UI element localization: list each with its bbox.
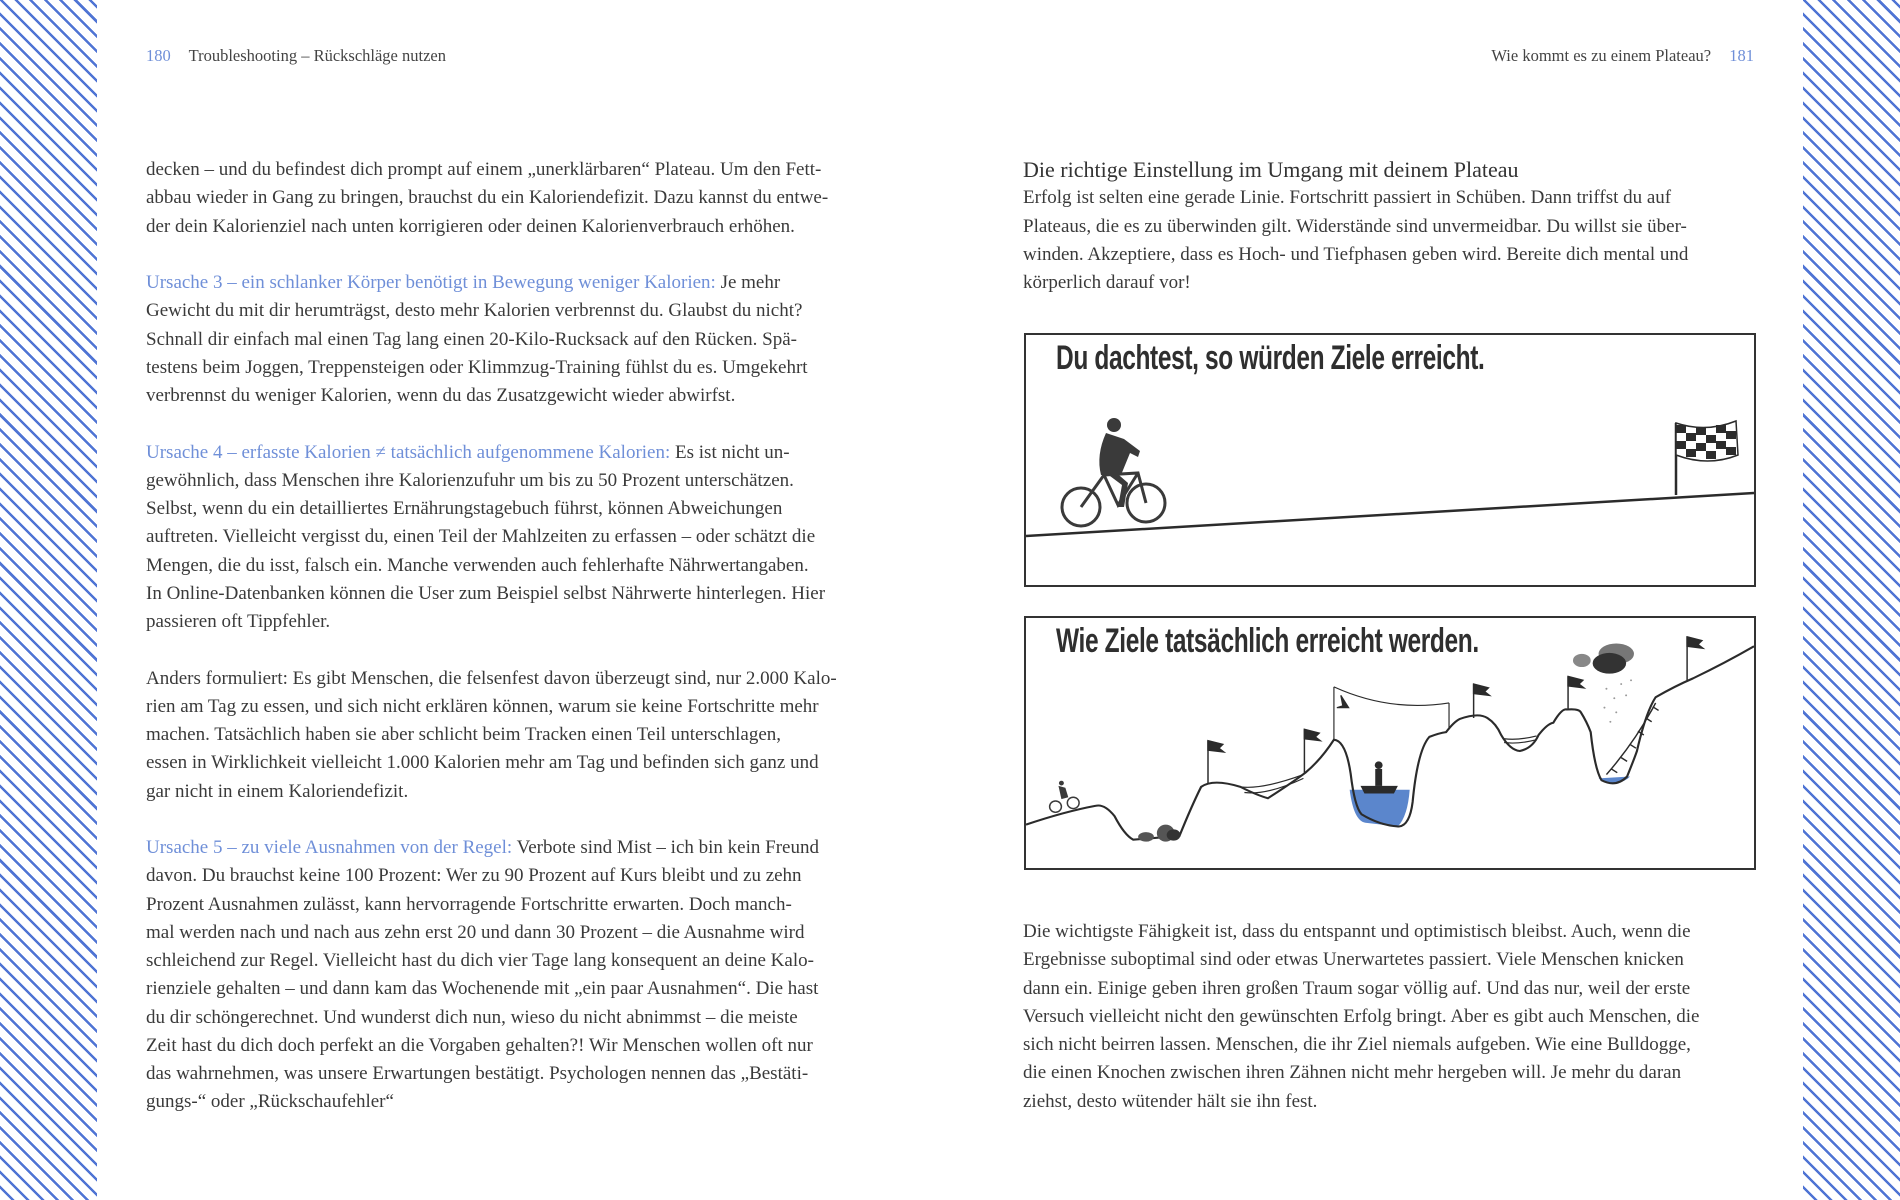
text-line: schleichend zur Regel. Vielleicht hast du dich vier Tage lang konsequent an deine Kalo- (146, 950, 814, 971)
text-line: Ergebnisse suboptimal sind oder etwas Unerwartetes passiert. Viele Menschen knicken (1023, 949, 1684, 971)
zipline (1334, 687, 1449, 740)
text-line: gar nicht in einem Kaloriendefizit. (146, 780, 409, 802)
figure-2-title: Wie Ziele tatsächlich erreicht werden. (1056, 622, 1479, 660)
paragraph-lead-in: Ursache 4 – erfasste Kalorien ≠ tatsächlich aufgenommene Kalorien: (146, 441, 671, 463)
intro-paragraph (1023, 184, 1758, 297)
text-line: sich nicht beirren lassen. Menschen, die ihr Ziel niemals aufgeben. Wie eine Bulldogge, (1023, 1034, 1691, 1055)
text-line: verbrennst du weniger Kalorien, wenn du das Zusatzgewicht wieder abwirfst. (146, 385, 736, 406)
text-line: Gewicht du mit dir herumträgst, desto mehr Kalorien verbrennst du. Glaubst du nicht? (146, 300, 803, 322)
text-line: du dir schöngerechnet. Und wunderst dich nun, wieso du nicht abnimmst – die meiste (146, 1006, 798, 1028)
text-line: Erfolg ist selten eine gerade Linie. Fortschritt passiert in Schüben. Dann triffst du auf (1023, 187, 1672, 209)
text-line: Schnall dir einfach mal einen Tag lang einen 20-Kilo-Rucksack auf den Rücken. Spä- (146, 328, 797, 350)
text-line: rienziele gehalten – und dann kam das Wochenende mit „ein paar Ausnahmen“. Die hast (146, 978, 819, 1000)
section-title: Wie kommt es zu einem Plateau? (1491, 46, 1712, 65)
figure-expected-path (1024, 333, 1756, 587)
text-line: Anders formuliert: Es gibt Menschen, die felsenfest davon überzeugt sind, nur 2.000 Kalo- (146, 667, 837, 689)
paragraph (146, 439, 881, 637)
text-line: testens beim Joggen, Treppensteigen oder Klimmzug-Training fühlst du es. Umgekehrt (146, 356, 808, 378)
paragraph (146, 269, 881, 410)
text-line: Versuch vielleicht nicht den gewünschten Erfolg bringt. Aber es gibt auch Menschen, die (1023, 1005, 1700, 1027)
text-line: Die wichtigste Fähigkeit ist, dass du entspannt und optimistisch bleibst. Auch, wenn die (1023, 921, 1691, 942)
text-line: mal werden nach und nach aus zehn erst 20 und dann 30 Prozent – die Ausnahme wird (146, 921, 805, 943)
text-line: passieren oft Tippfehler. (146, 611, 331, 632)
cyclist-icon (1050, 781, 1080, 813)
text-line: Ursache 5 – zu viele Ausnahmen von der Regel: Verbote sind Mist – ich bin kein Freund (146, 837, 819, 858)
boat-icon (1360, 761, 1397, 793)
figure-1-title: Du dachtest, so würden Ziele erreicht. (1056, 339, 1485, 377)
text-line: Prozent Ausnahmen zulässt, kann hervorragende Fortschritte erwarten. Doch manch- (146, 893, 792, 915)
text-line: Selbst, wenn du ein detailliertes Ernährungstagebuch führst, können Abweichungen (146, 498, 783, 519)
text-line: körperlich darauf vor! (1023, 272, 1191, 293)
text-line: machen. Tatsächlich haben sie aber schlicht beim Tracken einen Teil unterschlagen, (146, 724, 782, 745)
text-line: das wahrnehmen, was unsere Erwartungen bestätigt. Psychologen nennen das „Bestäti- (146, 1063, 809, 1084)
chapter-title: Troubleshooting – Rückschläge nutzen (188, 46, 446, 65)
text-line: winden. Akzeptiere, dass es Hoch- und Tiefphasen geben wird. Bereite dich mental und (1023, 243, 1689, 265)
text-line: Mengen, die du isst, falsch ein. Manche verwenden auch fehlerhafte Nährwertangaben. (146, 554, 809, 576)
text-line: decken – und du befindest dich prompt auf einem „unerklärbaren“ Plateau. Um den Fett- (146, 159, 822, 180)
page-number-left: 180 (146, 46, 171, 65)
section-heading: Die richtige Einstellung im Umgang mit deinem Plateau (1023, 157, 1519, 182)
text-line: abbau wieder in Gang zu bringen, brauchst du ein Kaloriendefizit. Dazu kannst du entwe- (146, 187, 829, 209)
text-line: Zeit hast du dich doch perfekt an die Vorgaben gehalten?! Wir Menschen wollen oft nur (146, 1034, 813, 1056)
text-line: essen in Wirklichkeit vielleicht 1.000 Kalorien mehr am Tag und befinden sich ganz und (146, 752, 819, 774)
bridge-icons (1240, 736, 1536, 793)
checkered-flag-icon (1676, 421, 1738, 495)
text-line: davon. Du brauchst keine 100 Prozent: Wer zu 90 Prozent auf Kurs bleibt und zu zehn (146, 865, 802, 887)
text-line: Plateaus, die es zu überwinden gilt. Widerstände sind unvermeidbar. Du willst sie über- (1023, 215, 1687, 237)
paragraph (146, 156, 881, 241)
running-header-right (1491, 46, 1754, 66)
text-line: rien am Tag zu essen, und sich nicht erklären können, warum sie keine Fortschritte mehr (146, 695, 819, 717)
rain-cloud-icon (1573, 643, 1634, 722)
closing-paragraph (1023, 918, 1758, 1116)
text-line: gungs-“ oder „Rückschaufehler“ (146, 1091, 394, 1113)
paragraph (146, 834, 881, 1117)
rocks-icon (1138, 825, 1180, 842)
text-line: der dein Kalorienziel nach unten korrigieren oder deinen Kalorienverbrauch erhöhen. (146, 215, 795, 237)
figure-actual-path (1024, 616, 1756, 870)
text-line: die einen Knochen zwischen ihren Zähnen nicht mehr hergeben will. Je mehr du daran (1023, 1062, 1682, 1084)
cyclist-icon (1062, 418, 1165, 526)
text-line: gewöhnlich, dass Menschen ihre Kalorienzufuhr um bis zu 50 Prozent unterschätzen. (146, 469, 794, 491)
paragraph (146, 665, 881, 806)
text-line: Ursache 3 – ein schlanker Körper benötigt in Bewegung weniger Kalorien: Je mehr (146, 272, 781, 293)
text-line: Ursache 4 – erfasste Kalorien ≠ tatsächlich aufgenommene Kalorien: Es ist nicht un- (146, 441, 790, 463)
decorative-stripes-left (0, 0, 97, 1200)
paragraph-lead-in: Ursache 5 – zu viele Ausnahmen von der Regel: (146, 837, 513, 858)
text-line: dann ein. Einige geben ihren großen Traum sogar völlig auf. Und das nur, weil der erste (1023, 977, 1691, 999)
running-header-left (146, 46, 446, 66)
text-line: ziehst, desto wütender hält sie ihn fest. (1023, 1090, 1318, 1112)
page-number-right: 181 (1729, 46, 1754, 65)
text-line: auftreten. Vielleicht vergisst du, einen Teil der Mahlzeiten zu erfassen – oder schätzt die (146, 526, 816, 548)
text-line: In Online-Datenbanken können die User zum Beispiel selbst Nährwerte hinterlegen. Hier (146, 582, 826, 604)
right-page-body (1023, 156, 1758, 297)
left-page-body (146, 156, 881, 1145)
decorative-stripes-right (1803, 0, 1900, 1200)
paragraph-lead-in: Ursache 3 – ein schlanker Körper benötigt in Bewegung weniger Kalorien: (146, 272, 716, 293)
